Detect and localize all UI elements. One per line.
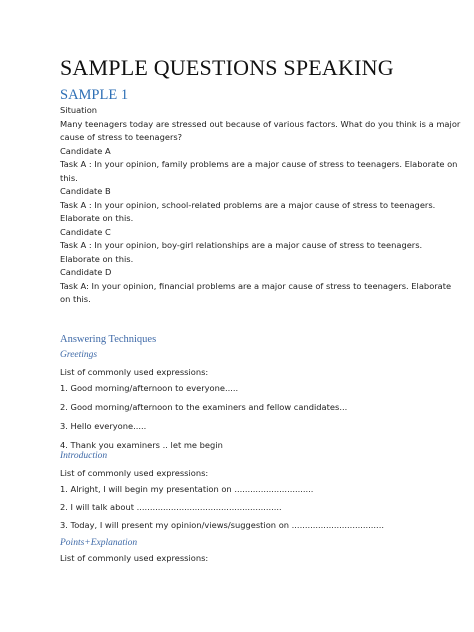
- candidate-label: Candidate C: [60, 226, 111, 237]
- list-intro: List of commonly used expressions:: [60, 468, 209, 478]
- list-item: 1. Alright, I will begin my presentation on ..............................: [60, 484, 314, 494]
- situation-label: Situation: [60, 105, 98, 115]
- list-item: 4. Thank you examiners .. let me begin: [60, 440, 223, 450]
- candidate-task-line: Task A : In your opinion, family problems are a major cause of stress to teenagers. Elaborate on: [60, 159, 458, 169]
- introduction-list: [60, 465, 420, 535]
- candidate-task-line: on this.: [60, 294, 91, 304]
- candidate-task-line: Task A: In your opinion, financial problems are a major cause of stress to teenagers. Elaborate: [60, 280, 452, 291]
- introduction-heading: Introduction: [60, 451, 108, 461]
- sample-heading: SAMPLE 1: [60, 87, 129, 103]
- page-title: SAMPLE QUESTIONS SPEAKING: [60, 55, 394, 80]
- candidate-task-line: Task A : In your opinion, boy-girl relationships are a major cause of stress to teenagers.: [60, 240, 423, 250]
- list-item: 2. I will talk about .......................................................: [60, 502, 282, 512]
- points-list: [60, 552, 420, 566]
- candidate-label: Candidate B: [60, 186, 111, 196]
- candidate-label: Candidate A: [60, 145, 111, 156]
- points-explanation-heading: Points+Explanation: [60, 538, 138, 548]
- candidate-task-line: this.: [60, 172, 78, 183]
- list-item: 1. Good morning/afternoon to everyone.....: [60, 383, 239, 393]
- situation-line: cause of stress to teenagers?: [60, 132, 183, 142]
- candidate-label: Candidate D: [60, 267, 112, 277]
- candidate-task-line: Elaborate on this.: [60, 253, 134, 264]
- list-item: 3. Hello everyone.....: [60, 421, 147, 431]
- list-item: 2. Good morning/afternoon to the examiners and fellow candidates...: [60, 402, 348, 412]
- candidate-task-line: Elaborate on this.: [60, 213, 134, 223]
- candidate-task-line: Task A : In your opinion, school-related problems are a major cause of stress to teenagers.: [60, 199, 436, 210]
- situation-line: Many teenagers today are stressed out because of various factors. What do you think is a major: [60, 118, 461, 129]
- list-item: 3. Today, I will present my opinion/views/suggestion on ...................................: [60, 520, 384, 530]
- list-intro: List of commonly used expressions:: [60, 553, 209, 563]
- answering-techniques-heading: Answering Techniques: [60, 334, 157, 345]
- greetings-heading: Greetings: [60, 350, 98, 360]
- sample-body: [60, 104, 461, 307]
- list-intro: List of commonly used expressions:: [60, 367, 209, 377]
- greetings-list: [60, 364, 420, 456]
